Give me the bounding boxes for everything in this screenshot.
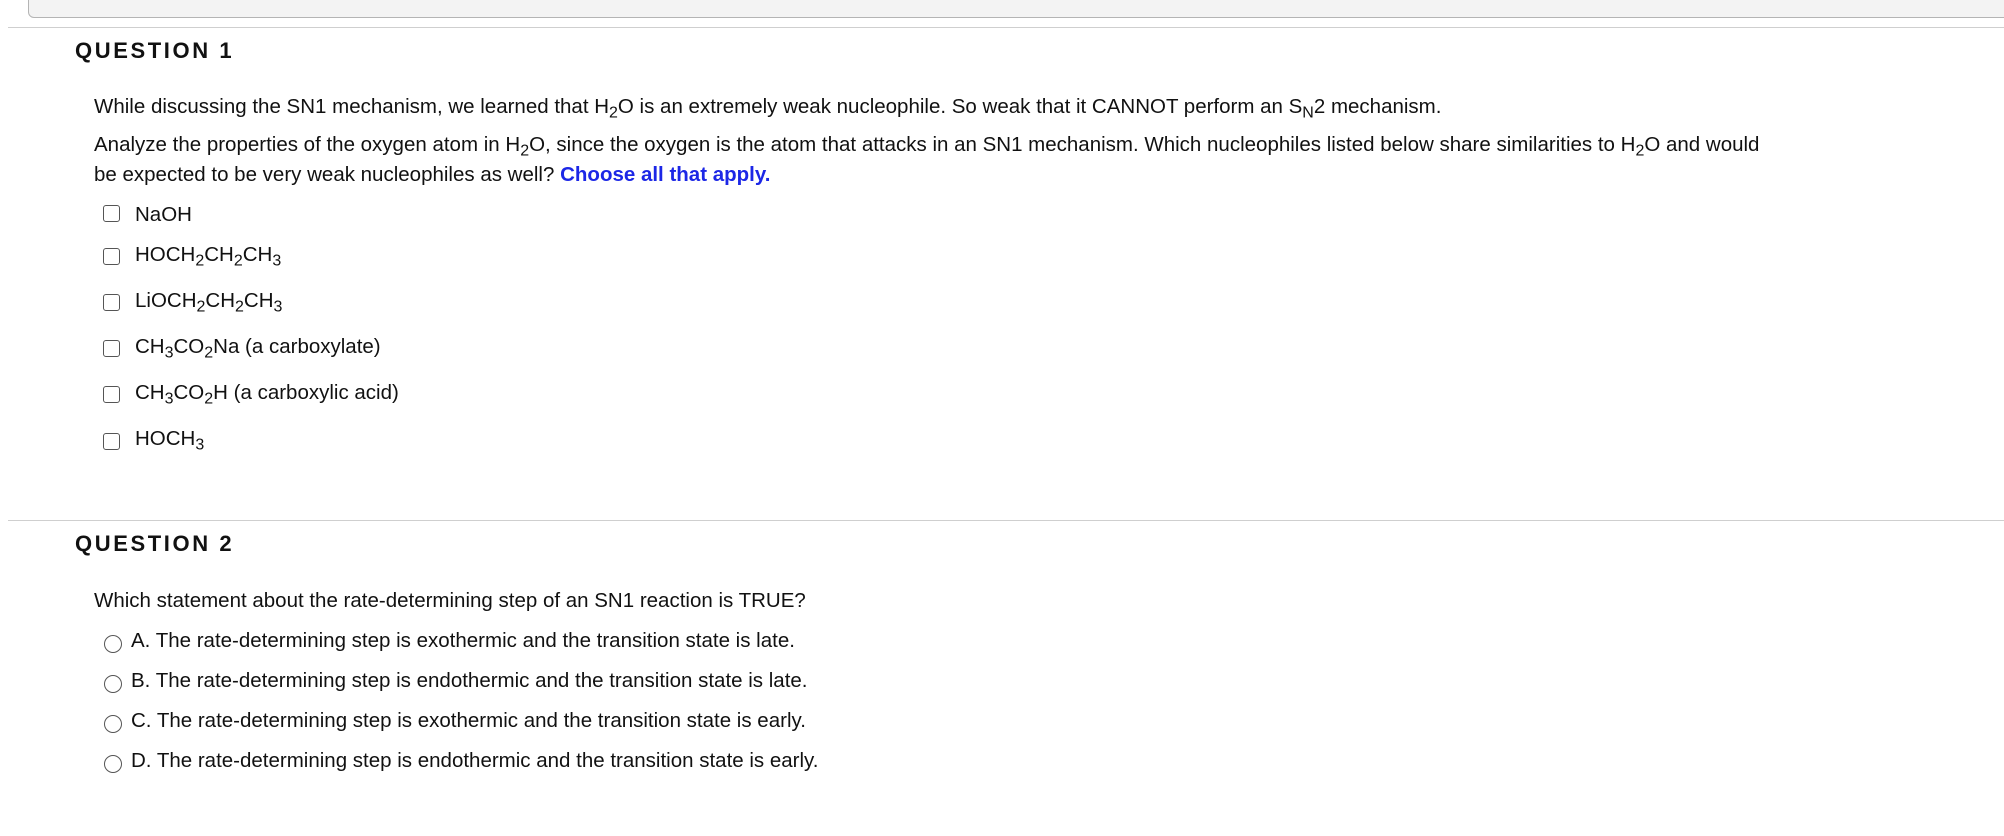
radio-button[interactable] [104, 635, 122, 653]
checkbox[interactable] [103, 248, 120, 265]
option-label: $HOCH_2CH_2CH_3$ [135, 243, 282, 270]
radio-button[interactable] [104, 715, 122, 733]
checkbox[interactable] [103, 433, 120, 450]
question-2-heading: QUESTION 2 [75, 531, 235, 556]
radio-button[interactable] [104, 755, 122, 773]
question-1-intro: While discussing the SN1 mechanism, we learned that $H_2O$ is an extremely weak nucleophile. So weak that it CANNOT perform an $S_N2$ mechanism. [94, 95, 1442, 122]
option-label: $HOCH_3$ [135, 427, 205, 454]
choose-all-instruction: Choose all that apply. [560, 163, 771, 186]
radio-button[interactable] [104, 675, 122, 693]
editor-toolbar [28, 0, 2004, 18]
option-label: $CH_3CO_2H$ (a carboxylic acid) [135, 381, 399, 408]
question-2-prompt: Which statement about the rate-determining step of an SN1 reaction is TRUE? [94, 589, 806, 612]
checkbox[interactable] [103, 294, 120, 311]
question-1-prompt: Analyze the properties of the oxygen atom in $H_2O$, since the oxygen is the atom that attacks in an SN1 mechanism. Which nucleophiles listed below share similarities to $H_2O$ and would [94, 133, 1760, 160]
checkbox[interactable] [103, 340, 120, 357]
section-divider [8, 27, 2004, 28]
option-label: NaOH [135, 203, 192, 226]
checkbox[interactable] [103, 386, 120, 403]
checkbox[interactable] [103, 205, 120, 222]
option-label: B. The rate-determining step is endothermic and the transition state is late. [131, 669, 808, 692]
option-label: $CH_3CO_2Na$ (a carboxylate) [135, 335, 381, 362]
option-label: C. The rate-determining step is exothermic and the transition state is early. [131, 709, 806, 732]
option-label: A. The rate-determining step is exothermic and the transition state is late. [131, 629, 795, 652]
question-1-heading: QUESTION 1 [75, 38, 235, 63]
option-label: D. The rate-determining step is endothermic and the transition state is early. [131, 749, 819, 772]
option-label: $LiOCH_2CH_2CH_3$ [135, 289, 283, 316]
section-divider [8, 520, 2004, 521]
question-1-prompt-continued: be expected to be very weak nucleophiles as well? Choose all that apply. [94, 163, 771, 186]
